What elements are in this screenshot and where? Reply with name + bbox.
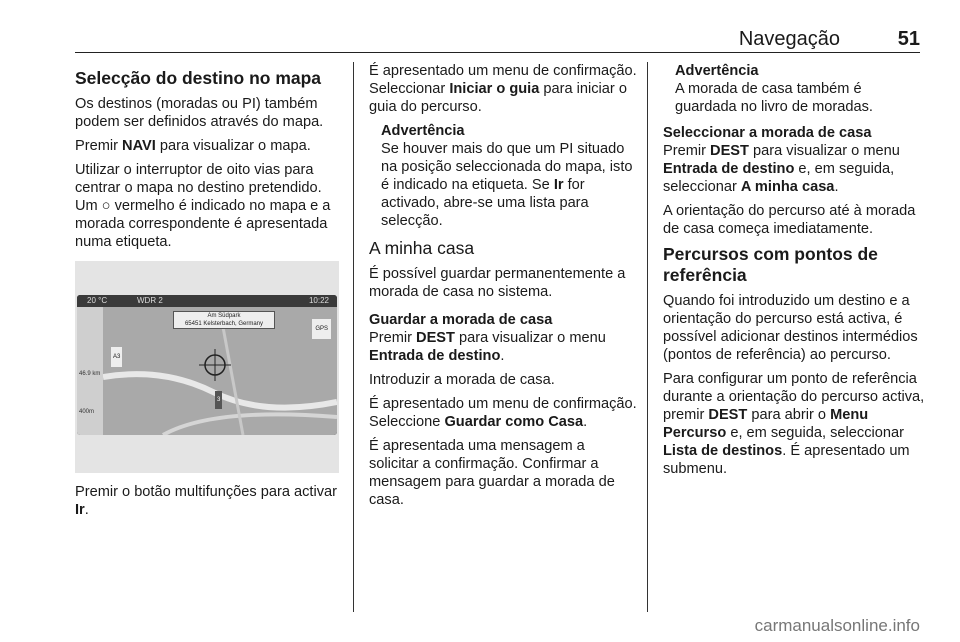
clock: 10:22 <box>308 296 329 305</box>
paragraph: Os destinos (moradas ou PI) também podem ser definidos através do mapa. <box>75 96 324 130</box>
note: Advertência Se houver mais do que um PI situado na posição seleccionada do mapa, isto é indicado na etiqueta. Se Ir for activado, abre-se uma lista para selecção. <box>381 122 637 230</box>
page-header <box>75 28 920 52</box>
column-divider-1 <box>353 62 354 612</box>
paragraph: Utilizar o interruptor de oito vias para centrar o mapa no destino pretendido. Um ○ vermelho é indicado no mapa e a morada correspondente é apresentada numa etiqueta. <box>75 162 331 250</box>
paragraph: Quando foi introduzido um destino e a orientação do percurso está activa, é possível adicionar destinos intermédios (pontos de referência) ao percurso. <box>663 293 918 363</box>
navigation-map-figure <box>75 261 339 473</box>
subheading-select-home: Seleccionar a morada de casa <box>663 125 872 141</box>
column-divider-2 <box>647 62 648 612</box>
paragraph: Premir DEST para visualizar o menu Entrada de destino. <box>369 330 606 364</box>
column-1 <box>75 62 343 525</box>
note: Advertência A morada de casa também é guardada no livro de moradas. <box>675 62 925 116</box>
paragraph: Para configurar um ponto de referência durante a orientação do percurso activa, premir DEST para abrir o Menu Percurso e, em seguida, seleccionar Lista de destinos. É apresentado um submenu. <box>663 371 925 477</box>
heading-home: A minha casa <box>369 238 475 258</box>
destination-marker: 3 <box>215 391 222 409</box>
paragraph: Premir NAVI para visualizar o mapa. <box>75 138 311 154</box>
paragraph: Premir DEST para visualizar o menu Entrada de destino e, em seguida, seleccionar A minha casa. <box>663 143 900 195</box>
section-title: Navegação <box>738 28 840 50</box>
distance-readout: 46.9 km <box>79 371 101 377</box>
radio-station: WDR 2 <box>137 296 163 305</box>
status-bar <box>77 295 337 307</box>
paragraph: A orientação do percurso até à morada de casa começa imediatamente. <box>663 203 916 237</box>
header-rule <box>75 52 920 53</box>
paragraph: É possível guardar permanentemente a morada de casa no sistema. <box>369 266 626 300</box>
paragraph: É apresentado um menu de confirmação. Seleccionar Iniciar o guia para iniciar o guia do percurso. <box>369 63 637 115</box>
road-sign: A3 <box>111 347 122 367</box>
heading-waypoints: Percursos com pontos de referência <box>663 244 878 285</box>
paragraph: Introduzir a morada de casa. <box>369 372 555 388</box>
column-2 <box>369 62 637 515</box>
gps-badge: GPS <box>312 319 331 339</box>
left-panel <box>77 307 103 435</box>
map-screen <box>77 295 337 435</box>
subheading-save-home: Guardar a morada de casa <box>369 312 553 328</box>
note-title: Advertência <box>675 63 759 79</box>
heading-map-destination: Selecção do destino no mapa <box>75 68 322 88</box>
address-label: Am Südpark 65451 Kelsterbach, Germany <box>173 311 275 329</box>
column-3 <box>663 62 925 484</box>
paragraph: É apresentada uma mensagem a solicitar a confirmação. Confirmar a mensagem para guardar a morada de casa. <box>369 438 615 508</box>
note-title: Advertência <box>381 123 465 139</box>
page-number: 51 <box>897 28 920 50</box>
road <box>163 414 337 435</box>
map-canvas[interactable] <box>103 307 337 435</box>
temperature: 20 °C <box>87 296 108 305</box>
paragraph: Premir o botão multifunções para activar Ir. <box>75 484 337 518</box>
paragraph: É apresentado um menu de confirmação. Seleccione Guardar como Casa. <box>369 396 637 430</box>
scale-readout: 400m <box>79 409 95 415</box>
watermark: carmanualsonline.info <box>754 616 920 635</box>
